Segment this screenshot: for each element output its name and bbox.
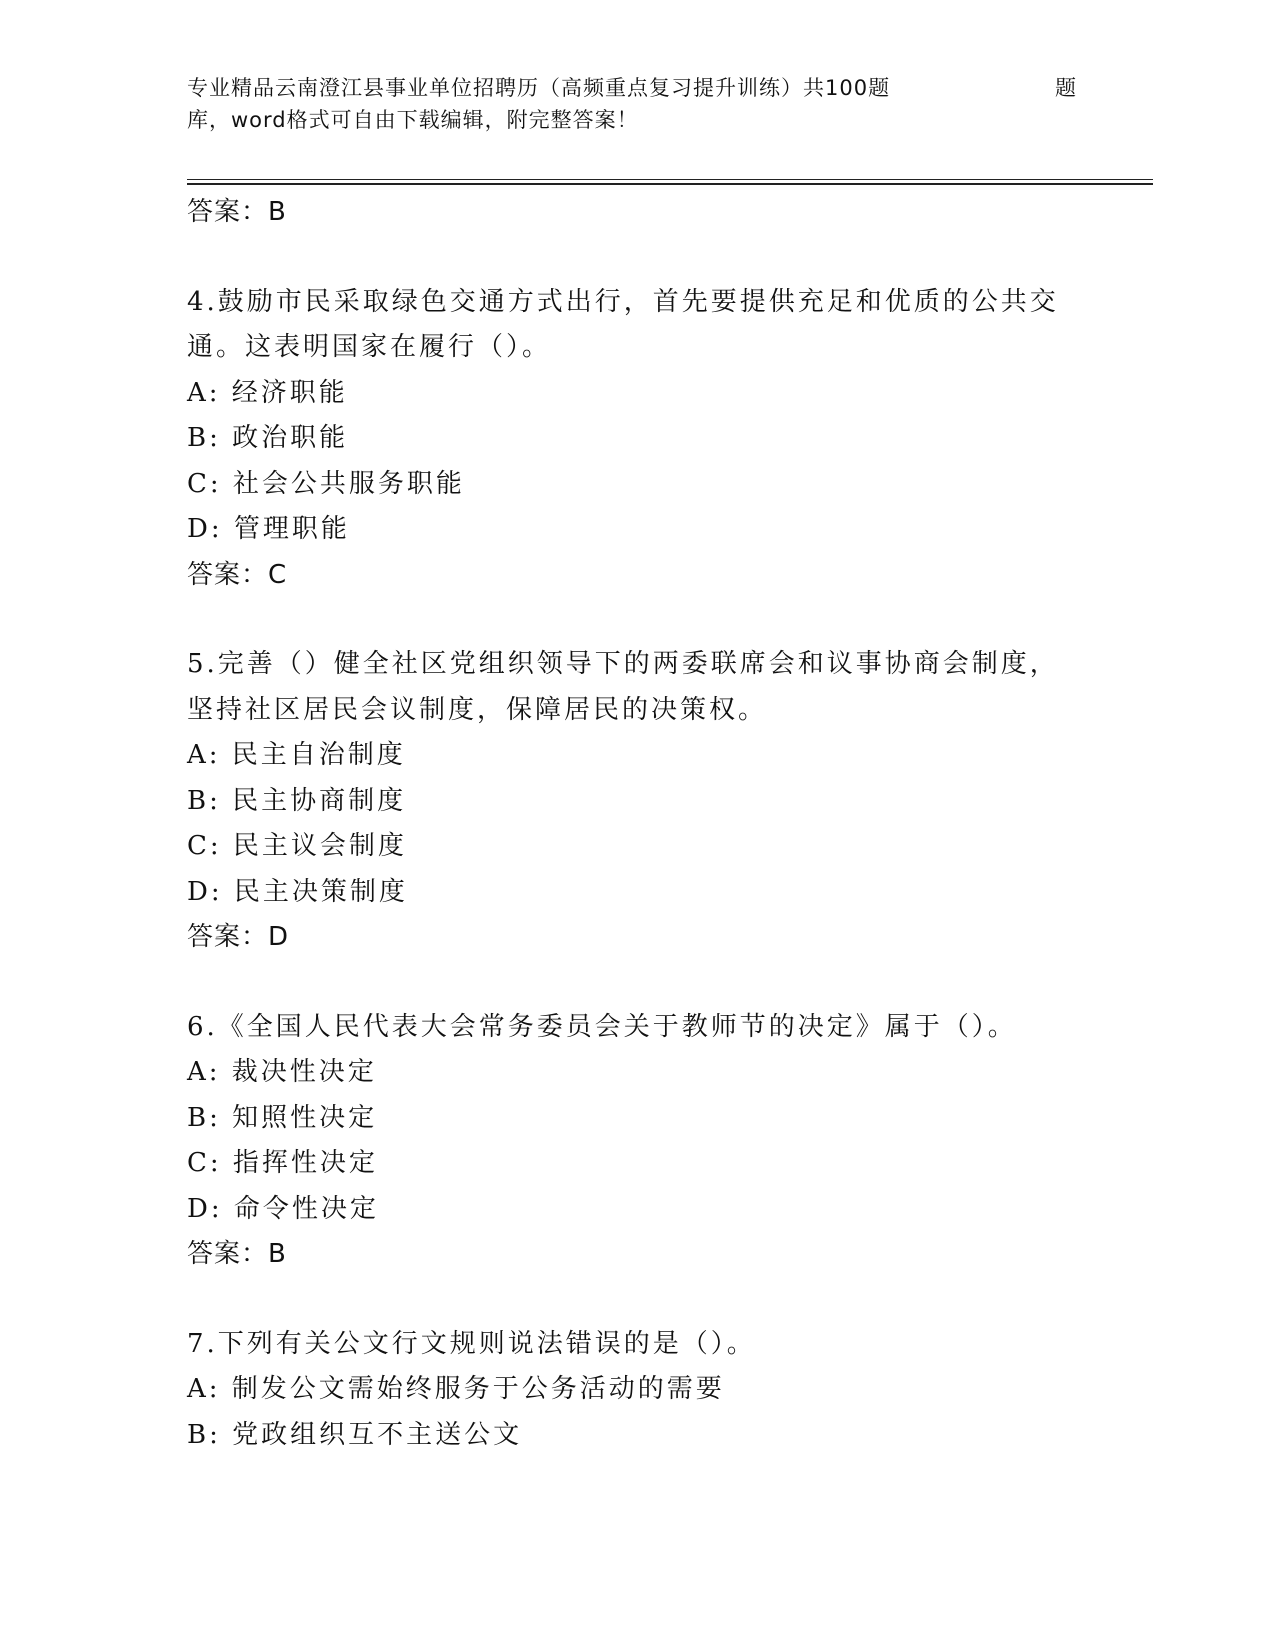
question-text: 7.下列有关公文行文规则说法错误的是（）。 [187,1328,756,1359]
question-4 [187,280,1087,599]
option-a: A: 经济职能 [187,377,348,408]
page-header [187,72,1087,136]
option-b: B: 政治职能 [187,423,349,453]
header-line-2: 库，word格式可自由下载编辑，附完整答案！ [187,108,639,132]
option-c: C: 指挥性决定 [187,1148,378,1178]
option-a: A: 民主自治制度 [187,740,406,770]
header-rule-thick [187,183,1153,185]
answer-line: 答案：B [187,197,287,227]
header-title: 专业精品云南澄江县事业单位招聘历（高频重点复习提升训练）共100题 [187,76,891,100]
question-7 [187,1322,1087,1459]
question-text: 4.鼓励市民采取绿色交通方式出行，首先要提供充足和优质的公共交 [187,286,1059,317]
answer-line: 答案：C [187,559,288,590]
option-d: D: 民主决策制度 [187,876,408,907]
option-d: D: 管理职能 [187,514,350,544]
question-6 [187,1005,1087,1278]
answer-line: 答案：D [187,922,290,952]
option-a: A: 制发公文需始终服务于公务活动的需要 [187,1374,725,1404]
question-text: 5.完善（）健全社区党组织领导下的两委联席会和议事协商会制度， [187,649,1059,679]
option-b: B: 知照性决定 [187,1102,378,1133]
question-text: 坚持社区居民会议制度，保障居民的决策权。 [187,694,768,725]
header-line-1 [187,72,1087,104]
option-d: D: 命令性决定 [187,1193,379,1224]
header-rule-thin [187,179,1153,180]
option-b: B: 党政组织互不主送公文 [187,1419,523,1450]
question-text: 通。这表明国家在履行（）。 [187,332,552,362]
document-body [187,190,1087,1458]
answer-line: 答案：B [187,1239,287,1269]
question-5 [187,642,1087,961]
option-c: C: 社会公共服务职能 [187,468,465,499]
option-b: B: 民主协商制度 [187,785,407,816]
option-c: C: 民主议会制度 [187,831,407,861]
question-text: 6.《全国人民代表大会常务委员会关于教师节的决定》属于（）。 [187,1011,1017,1042]
header-title-tail: 题 [1055,76,1077,100]
option-a: A: 裁决性决定 [187,1057,377,1087]
